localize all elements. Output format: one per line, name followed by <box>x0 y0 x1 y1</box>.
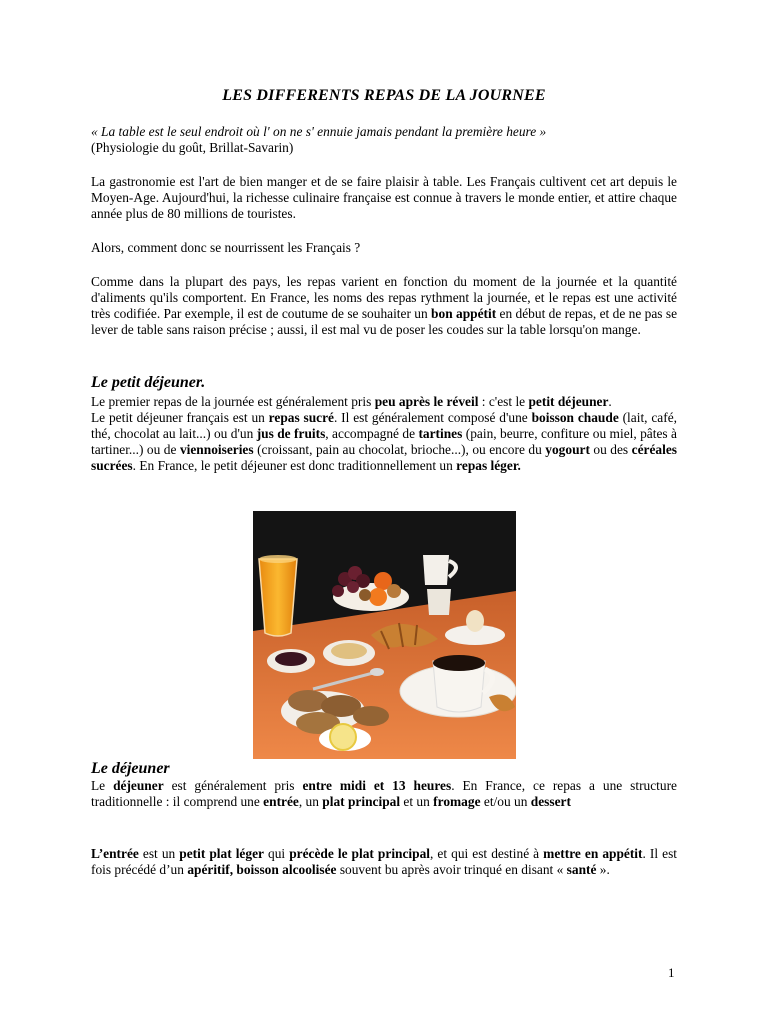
dej-bold: plat principal <box>322 794 401 809</box>
pd-text: . Il est généralement composé d'une <box>334 410 532 425</box>
customs-text-1: Comme dans la plupart des pays, les repas varient en fonction du moment de la journée et la quantité d'aliments qu'ils comportent. En France, les noms des repas rythment la journée, et le repas est une activité très codifiée. Par exemple, il est de coutume de se souhaiter un <box>91 274 677 321</box>
dej-bold: entre midi et 13 heures <box>302 778 452 793</box>
entree-text: est un <box>138 846 180 861</box>
entree-bold: petit plat léger <box>179 846 264 861</box>
entree-bold: santé <box>566 862 597 877</box>
entree-text: . Il est fois précédé d’un <box>91 846 677 877</box>
dej-bold: entrée <box>263 794 299 809</box>
dej-text: et/ou un <box>480 794 531 809</box>
pd-bold: yogourt <box>545 442 590 457</box>
pd-text: , accompagné de <box>325 426 419 441</box>
customs-bold-1: bon appétit <box>431 306 497 321</box>
pd-text: . <box>608 394 612 409</box>
pd-bold: tartines <box>418 426 463 441</box>
section-heading-petit-dejeuner: Le petit déjeuner. <box>91 374 206 391</box>
pd-bold: peu après le réveil <box>374 394 479 409</box>
epigraph-source: (Physiologie du goût, Brillat-Savarin) <box>91 140 294 155</box>
pd-bold: boisson chaude <box>531 410 619 425</box>
dej-text: et un <box>400 794 434 809</box>
entree-text: souvent bu après avoir trinqué en disant « <box>336 862 567 877</box>
pd-bold: jus de fruits <box>256 426 326 441</box>
epigraph <box>91 124 677 156</box>
entree-bold: apéritif, boisson alcoolisée <box>187 862 337 877</box>
lemon-slice <box>330 724 356 750</box>
petit-dejeuner-paragraph <box>91 394 677 474</box>
question-paragraph: Alors, comment donc se nourrissent les Français ? <box>91 240 361 255</box>
juice-glass <box>259 559 297 636</box>
entree-text: qui <box>263 846 290 861</box>
pd-bold: repas léger. <box>456 458 521 473</box>
dej-text: Le <box>91 778 114 793</box>
page-title: LES DIFFERENTS REPAS DE LA JOURNEE <box>222 87 546 104</box>
epigraph-quote: « La table est le seul endroit où l' on ne s' ennuie jamais pendant la première heure » <box>91 124 547 139</box>
entree-bold: mettre en appétit <box>543 846 643 861</box>
pd-text: (pain, beurre, confiture ou miel, pâtes à tartiner...) ou de <box>91 426 677 457</box>
pd-bold: céréales sucrées <box>91 442 677 473</box>
pd-text: ou des <box>589 442 632 457</box>
pd-text: (croissant, pain au chocolat, brioche...), ou encore du <box>253 442 546 457</box>
dej-text: . En France, ce repas a une structure traditionnelle : il comprend une <box>91 778 677 809</box>
dej-bold: fromage <box>433 794 481 809</box>
dej-text: est généralement pris <box>163 778 303 793</box>
entree-text: , et qui est destiné à <box>430 846 544 861</box>
pd-text: Le petit déjeuner français est un <box>91 410 269 425</box>
intro-paragraph: La gastronomie est l'art de bien manger et de se faire plaisir à table. Les Français cultivent cet art depuis le Moyen-Age. Aujourd'hui, la richesse culinaire française est connue à travers le monde entier, et attire chaque année plus de 80 millions de touristes. <box>91 174 677 221</box>
pd-text: : c'est le <box>478 394 529 409</box>
boiled-egg <box>466 610 484 632</box>
dej-bold: déjeuner <box>113 778 164 793</box>
entree-paragraph <box>91 846 677 878</box>
sugar-pot <box>427 589 451 615</box>
dejeuner-paragraph <box>91 778 677 810</box>
pd-bold: viennoiseries <box>179 442 254 457</box>
pd-bold: repas sucré <box>268 410 334 425</box>
pd-bold: petit déjeuner <box>528 394 609 409</box>
dej-bold: dessert <box>530 794 571 809</box>
entree-bold: précède le plat principal <box>289 846 431 861</box>
page-number: 1 <box>668 965 675 980</box>
breakfast-photo <box>253 511 516 759</box>
customs-text-2: en début de repas, et de ne pas se lever de table sans raison précise ; aussi, il est mal vu de poser les coudes sur la table lorsqu'on mange. <box>91 306 678 337</box>
dej-text: , un <box>298 794 323 809</box>
section-heading-dejeuner: Le déjeuner <box>91 760 170 777</box>
entree-text: ». <box>596 862 610 877</box>
pd-text: . En France, le petit déjeuner est donc traditionnellement un <box>132 458 457 473</box>
pd-text: Le premier repas de la journée est généralement pris <box>91 394 375 409</box>
entree-bold: L’entrée <box>91 846 139 861</box>
pd-text: (lait, café, thé, chocolat au lait...) ou d'un <box>91 410 677 441</box>
customs-paragraph <box>91 274 677 338</box>
milk-jug <box>423 555 449 585</box>
